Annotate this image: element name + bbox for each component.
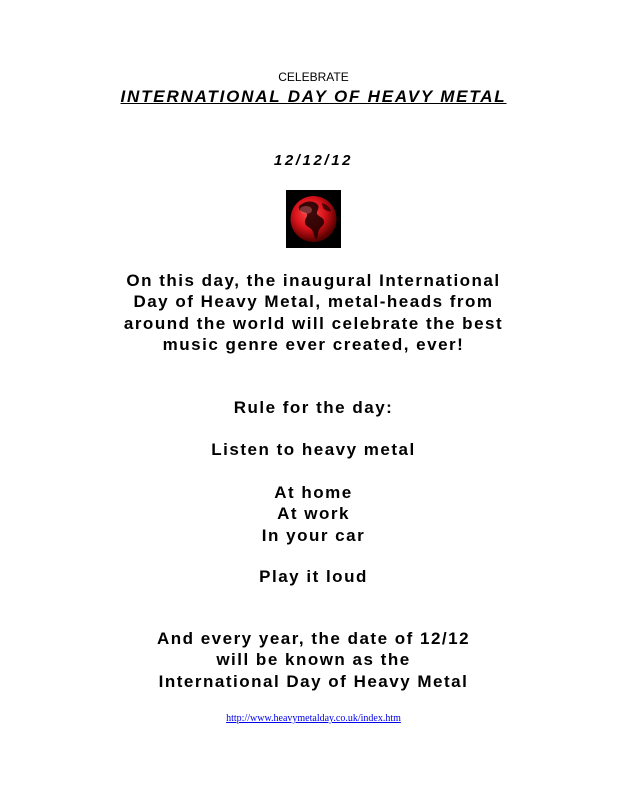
intro-line: around the world will celebrate the best — [123, 313, 504, 333]
website-link[interactable]: http://www.heavymetalday.co.uk/index.htm — [226, 713, 401, 724]
place-item: In your car — [261, 525, 366, 545]
footer-link-container — [0, 713, 627, 725]
closing-paragraph — [0, 628, 627, 692]
celebrate-label: CELEBRATE — [278, 70, 349, 84]
place-item: At work — [277, 504, 350, 524]
rule-loud: Play it loud — [259, 567, 368, 586]
places-list — [0, 482, 627, 546]
intro-paragraph — [0, 270, 627, 355]
closing-line: And every year, the date of 12/12 — [156, 629, 471, 648]
place-item: At home — [274, 483, 353, 502]
intro-line: music genre ever created, ever! — [162, 334, 465, 354]
intro-line: Day of Heavy Metal, metal-heads from — [133, 292, 494, 312]
closing-line: will be known as the — [216, 650, 411, 670]
closing-line: International Day of Heavy Metal — [158, 671, 469, 691]
event-date: 12/12/12 — [273, 152, 354, 169]
rule-heading: Rule for the day: — [233, 398, 394, 417]
globe-icon — [286, 190, 341, 248]
page-title: INTERNATIONAL DAY OF HEAVY METAL — [120, 87, 507, 106]
rule-listen: Listen to heavy metal — [211, 440, 416, 459]
intro-line: On this day, the inaugural International — [126, 271, 501, 290]
